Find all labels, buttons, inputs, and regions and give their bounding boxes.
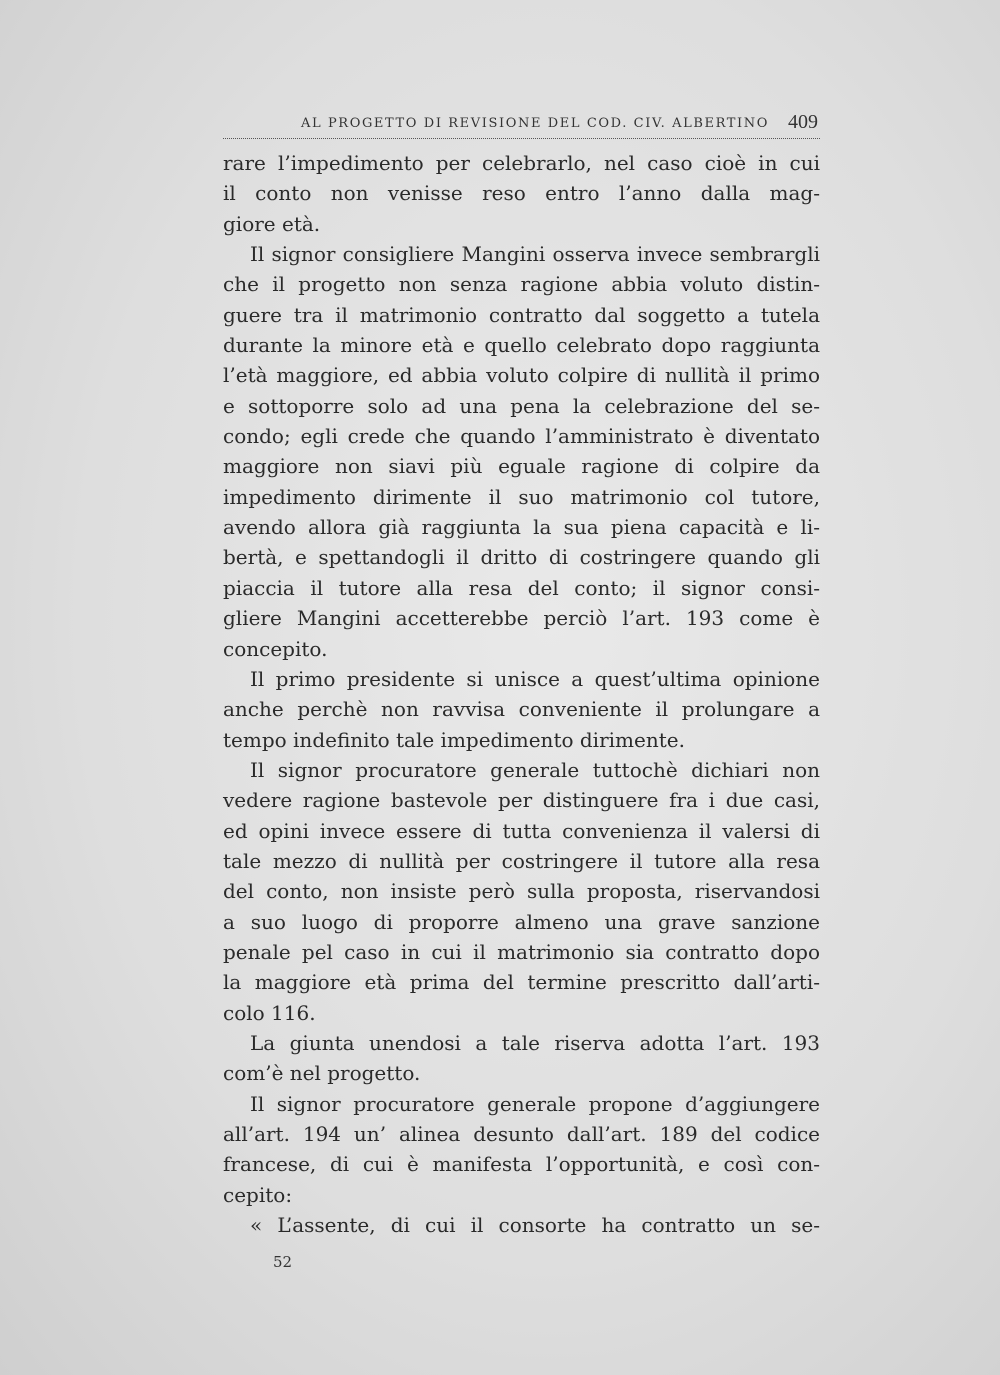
text-line: guere tra il matrimonio contratto dal soggetto a tutela [223,302,820,327]
text-line: bertà, e spettandogli il dritto di costringere quando gli [223,545,820,570]
running-head [223,108,820,139]
page-number: 409 [788,111,818,133]
text-line: durante la minore età e quello celebrato dopo raggiunta [223,333,820,358]
text-line: Il signor procuratore generale tuttochè dichiari non [250,757,820,782]
running-title: AL PROGETTO DI REVISIONE DEL COD. CIV. ALBERTINO [301,116,770,131]
text-line: Il primo presidente si unisce a quest’ultima opinione [250,666,820,691]
text-line: giore età. [223,211,321,236]
text-line: condo; egli crede che quando l’amministrato è diventato [223,424,820,449]
text-line: del conto, non insiste però sulla proposta, riservandosi [223,879,820,904]
text-line: che il progetto non senza ragione abbia voluto distin- [223,272,820,297]
text-line: ed opini invece essere di tutta convenienza il valersi di [223,818,820,843]
text-line: rare l’impedimento per celebrarlo, nel caso cioè in cui [223,151,820,175]
text-line: concepito. [223,636,328,661]
text-line: francese, di cui è manifesta l’opportunità, e così con- [223,1152,820,1177]
text-line: e sottoporre solo ad una pena la celebrazione del se- [223,393,820,418]
text-line: penale pel caso in cui il matrimonio sia contratto dopo [223,939,820,964]
text-line: com’è nel progetto. [223,1061,421,1086]
text-line: tale mezzo di nullità per costringere il tutore alla resa [223,848,820,873]
text-line: all’art. 194 un’ alinea desunto dall’art. 189 del codice [223,1122,820,1146]
text-line: La giunta unendosi a tale riserva adotta l’art. 193 [250,1030,820,1055]
text-line: a suo luogo di proporre almeno una grave sanzione [223,909,820,934]
text-line: vedere ragione bastevole per distinguere fra i due casi, [223,788,820,813]
text-line: la maggiore età prima del termine prescritto dall’arti- [223,970,820,995]
body-text [223,148,820,1240]
text-line: impedimento dirimente il suo matrimonio col tutore, [223,484,820,509]
signature-mark: 52 [273,1253,293,1271]
text-line: colo 116. [223,1000,316,1025]
text-line: maggiore non siavi più eguale ragione di colpire da [223,454,820,479]
text-line: Il signor consigliere Mangini osserva invece sembrargli [250,242,820,267]
text-line: piaccia il tutore alla resa del conto; il signor consi- [223,575,820,600]
text-line: avendo allora già raggiunta la sua piena capacità e li- [223,515,820,540]
text-line: « L’assente, di cui il consorte ha contratto un se- [250,1213,820,1238]
text-line: l’età maggiore, ed abbia voluto colpire di nullità il primo [223,363,820,388]
text-line: anche perchè non ravvisa conveniente il prolungare a [223,697,820,722]
text-line: Il signor procuratore generale propone d’aggiungere [250,1091,820,1116]
text-line: cepito: [223,1182,293,1207]
text-line: tempo indefinito tale impedimento dirimente. [223,727,685,752]
text-line: il conto non venisse reso entro l’anno dalla mag- [223,181,820,206]
text-line: gliere Mangini accetterebbe perciò l’art. 193 come è [223,606,820,631]
